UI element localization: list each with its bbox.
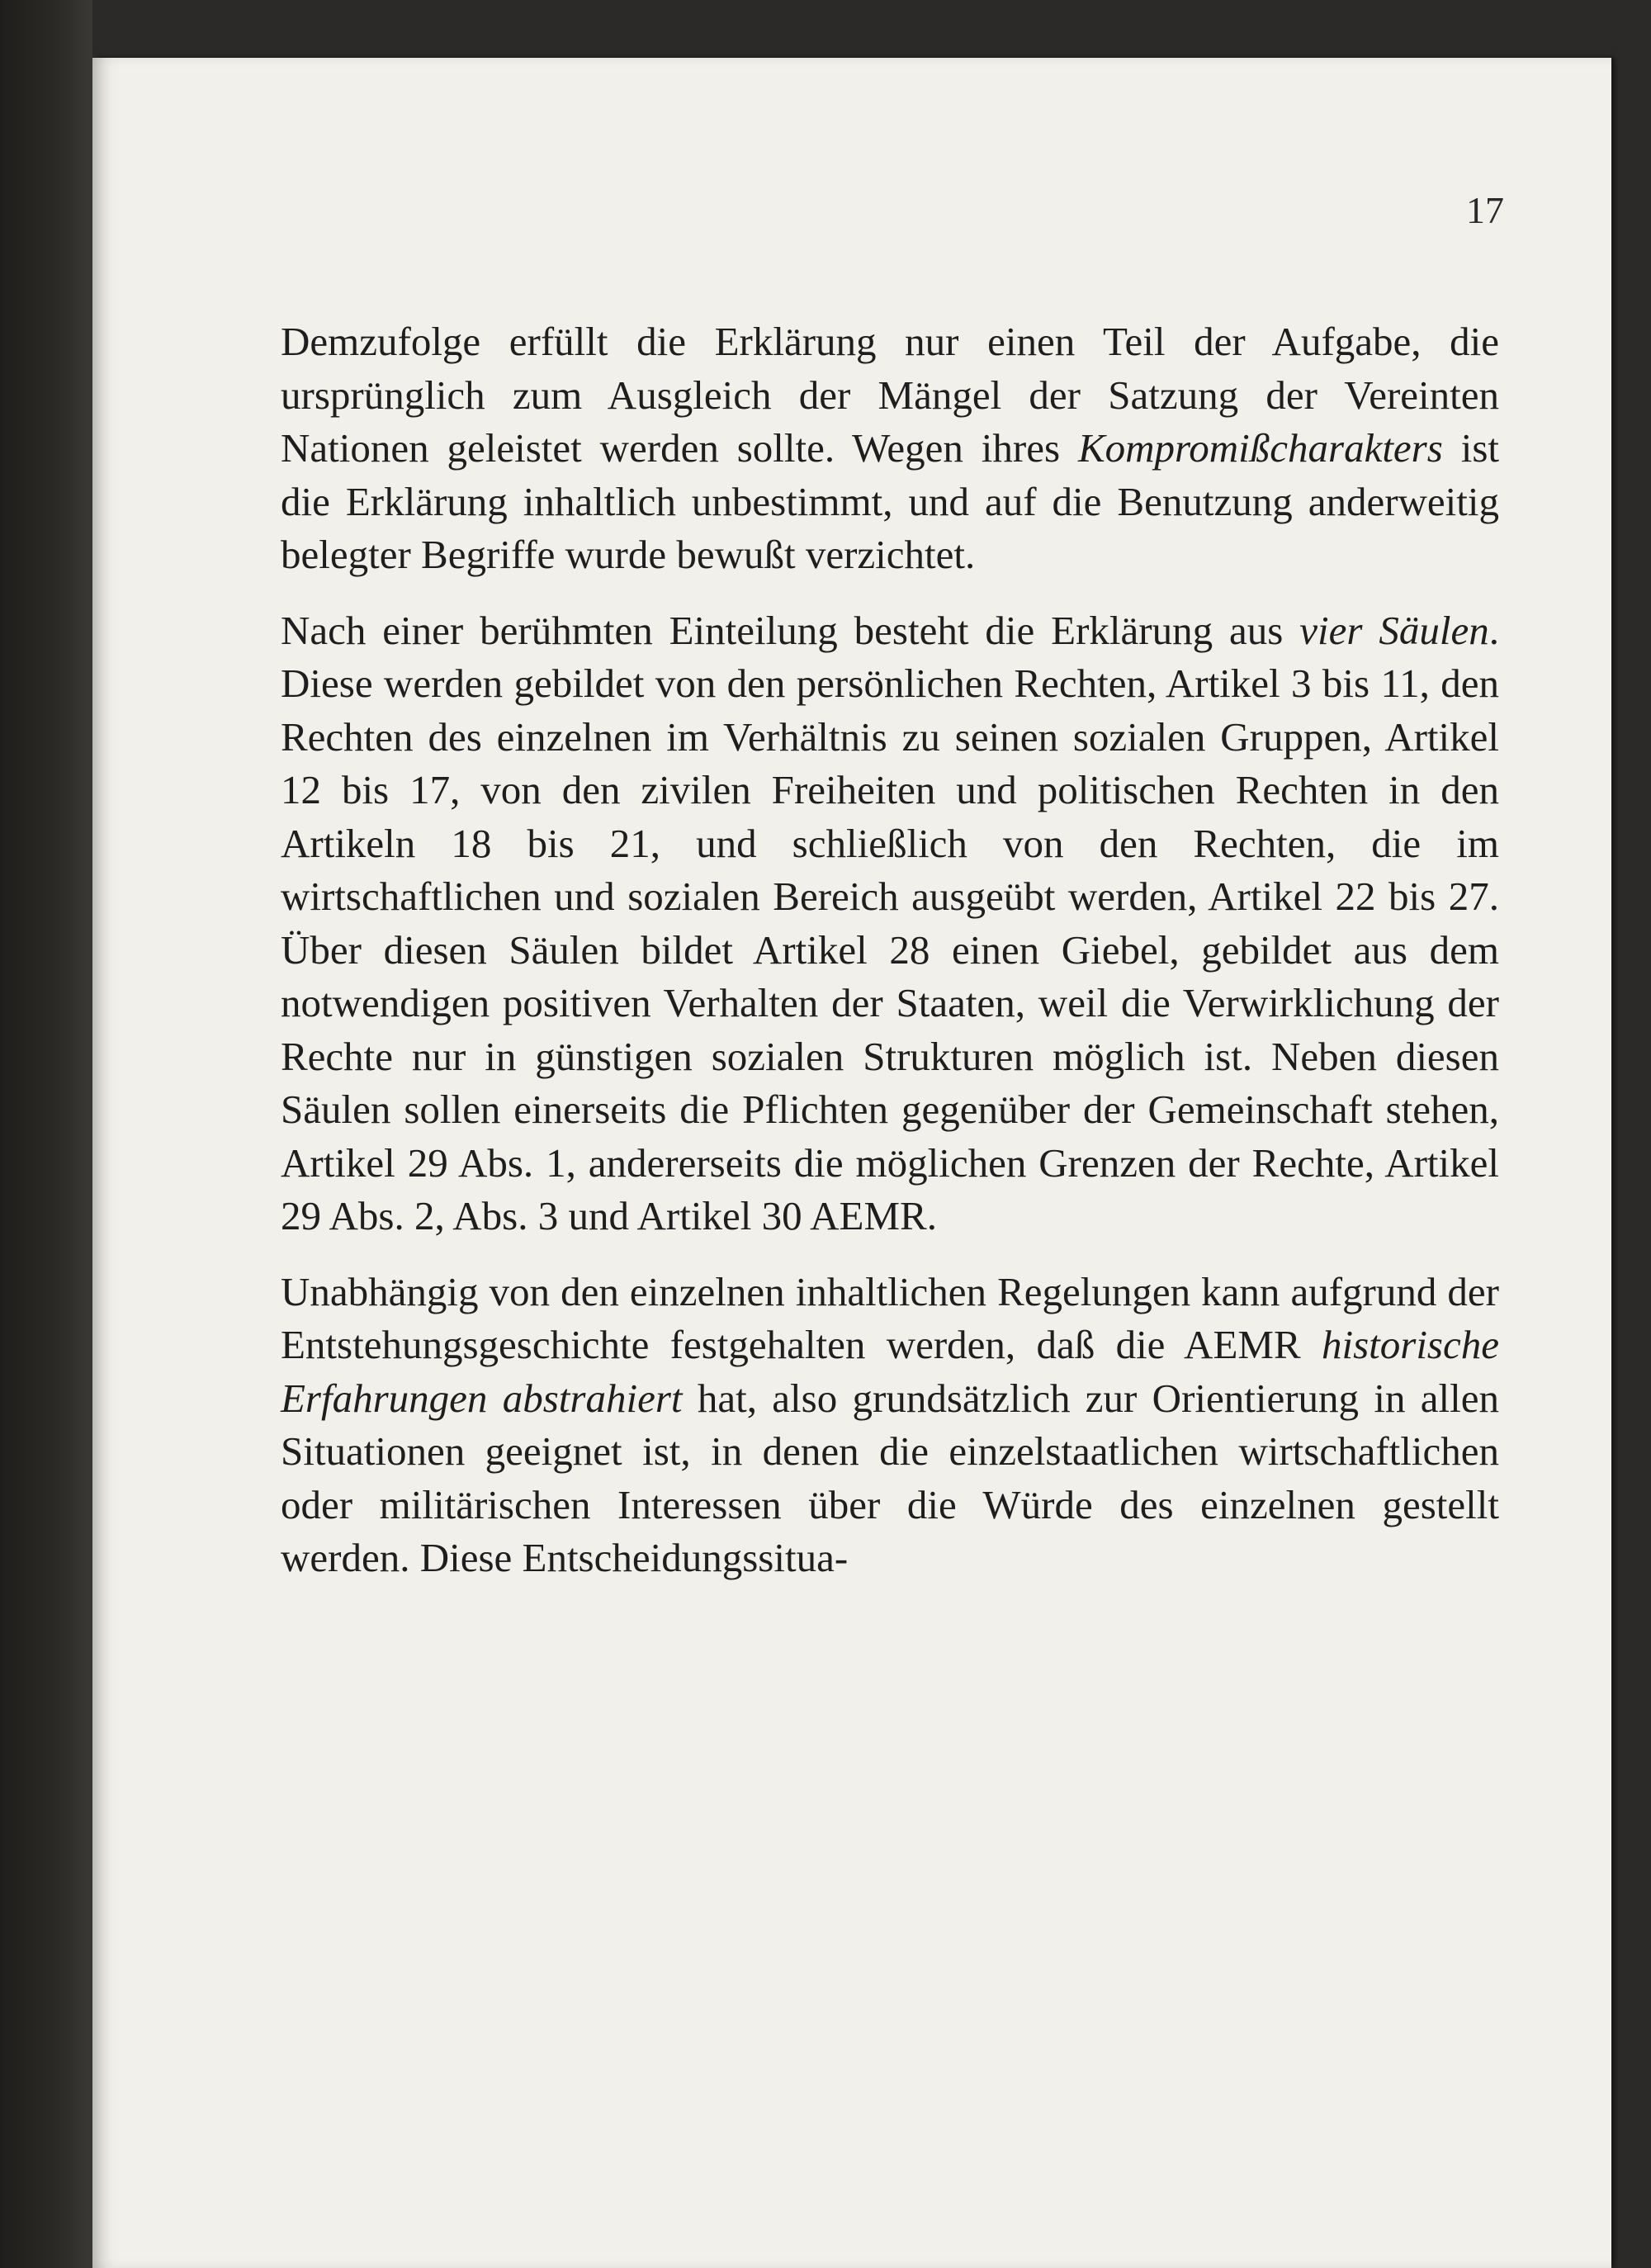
body-text [281, 315, 1499, 1607]
emphasis-historische-erfahrungen: historische Erfahrungen abstrahiert [281, 1322, 1499, 1421]
text-segment: Nach einer berühmten Einteilung besteht die Erklärung aus [281, 607, 1300, 653]
text-segment: Unabhängig von den einzelnen inhaltlichen Regelungen kann aufgrund der Entstehungsgeschichte festgehalten werden, daß die AEMR [281, 1268, 1499, 1367]
text-segment: . Diese werden gebildet von den persönlichen Rechten, Artikel 3 bis 11, den Rechten des einzelnen im Verhältnis zu seinen sozialen Gruppen, Artikel 12 bis 17, von den zivilen Freiheiten und politischen Rechten in den Artikeln 18 bis 21, und schließlich von den Rechten, die im wirtschaftlichen und sozialen Bereich ausgeübt werden, Artikel 22 bis 27. Über diesen Säulen bildet Artikel 28 einen Giebel, gebildet aus dem notwendigen positiven Verhalten der Staaten, weil die Verwirklichung der Rechte nur in günstigen sozialen Strukturen möglich ist. Neben diesen Säulen sollen einerseits die Pflichten gegenüber der Gemeinschaft stehen, Artikel 29 Abs. 1, andererseits die möglichen Grenzen der Rechte, Artikel 29 Abs. 2, Abs. 3 und Artikel 30 AEMR. [281, 607, 1499, 1238]
text-segment: hat, also grundsätzlich zur Orientierung in allen Situationen geeignet ist, in denen die einzelstaatlichen wirtschaftlichen oder militärischen Interessen über die Würde des einzelnen gestellt werden. Diese Entscheidungssitua- [281, 1375, 1500, 1580]
emphasis-vier-saeulen: vier Säulen [1299, 607, 1489, 653]
book-page [92, 58, 1611, 2268]
text-segment: Demzufolge erfüllt die Erklärung nur einen Teil der Aufgabe, die ursprünglich zum Ausgleich der Mängel der Satzung der Vereinten Nationen geleistet werden sollte. Wegen ihres [281, 319, 1499, 471]
page-number: 17 [1466, 189, 1504, 231]
book-binding [0, 0, 92, 2268]
emphasis-kompromisscharakters: Kompromißcharakters [1077, 425, 1443, 471]
paragraph-1 [281, 315, 1499, 582]
text-segment: ist die Erklärung inhaltlich unbestimmt, und auf die Benutzung anderweitig belegter Begriffe wurde bewußt verzichtet. [281, 425, 1499, 577]
paragraph-2 [281, 604, 1499, 1243]
paragraph-3 [281, 1266, 1499, 1585]
